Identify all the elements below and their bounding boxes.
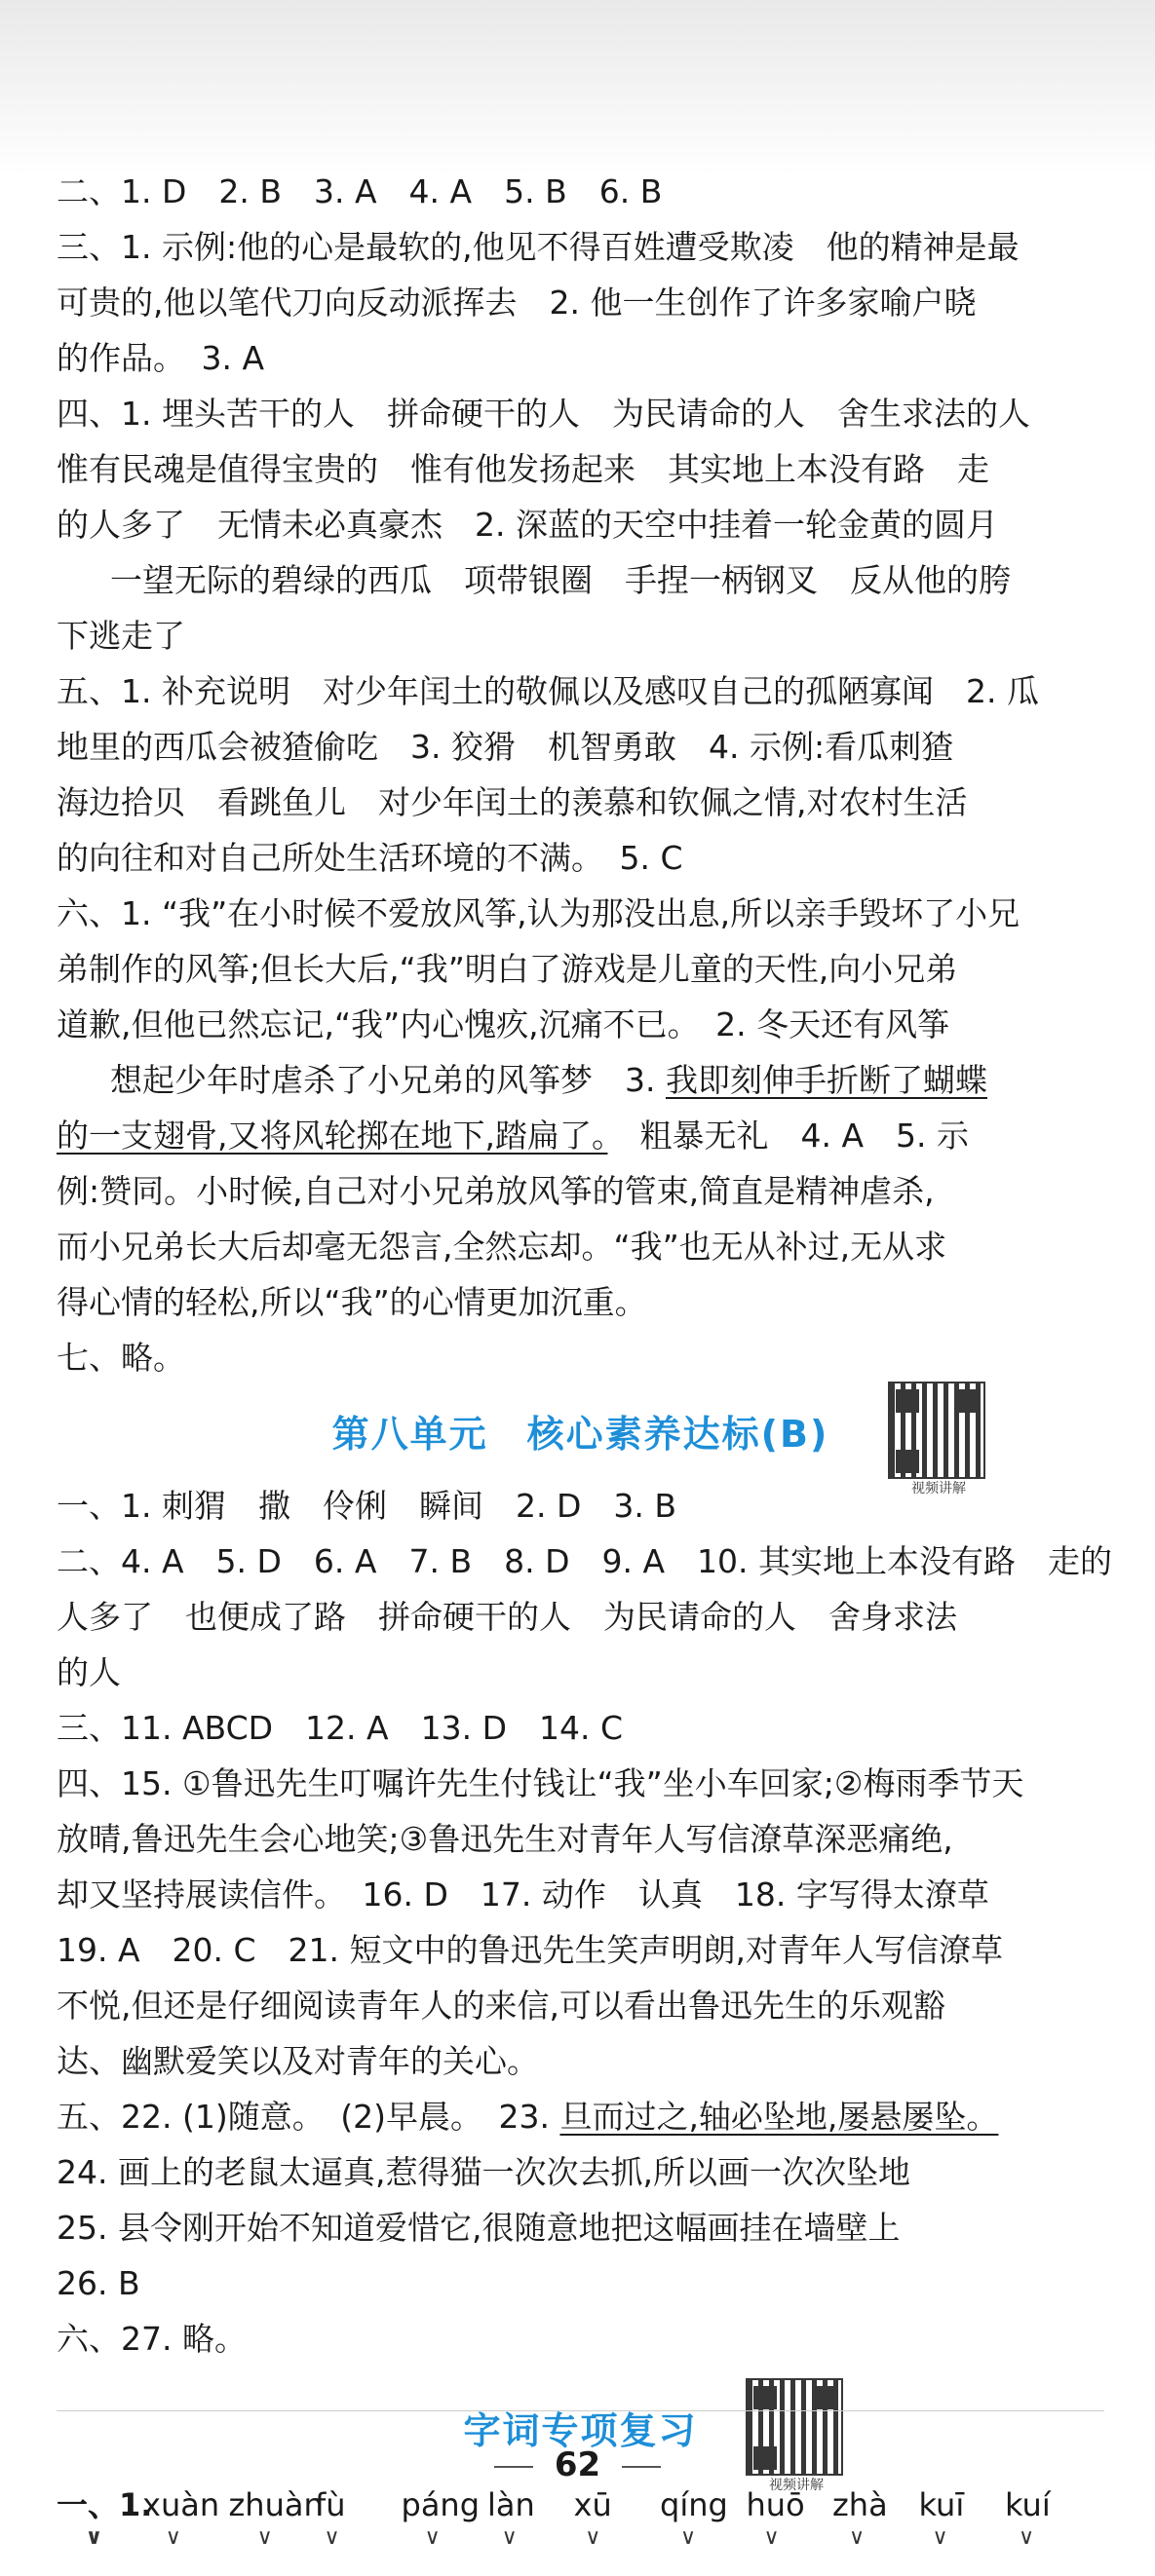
pinyin-question-label: 一、1. ∨ — [57, 2483, 152, 2526]
qr-label: 视频讲解 — [769, 2478, 824, 2493]
answer-text: 二、1. D 2. B 3. A 4. A 5. B 6. B — [57, 172, 663, 210]
footer-rule — [57, 2410, 1104, 2411]
answer-line — [57, 997, 1104, 1052]
answer-text: 地里的西瓜会被猹偷吃 3. 狡猾 机智勇敢 4. 示例:看瓜刺猹 — [57, 728, 954, 766]
answer-text: 19. A 20. C 21. 短文中的鲁迅先生笑声明朗,对青年人写信潦草 — [57, 1931, 1004, 1969]
answer-line — [57, 1922, 1104, 1978]
answer-line — [57, 1274, 1104, 1330]
answer-line — [57, 219, 1104, 275]
footer-dash-left — [494, 2466, 533, 2468]
answer-text: 可贵的,他以笔代刀向反动派挥去 2. 他一生创作了许多家喻户晓 — [57, 284, 977, 322]
pinyin-item: làn ∨ — [487, 2483, 535, 2526]
footer-dash-right — [622, 2466, 661, 2468]
answer-line — [57, 719, 1104, 775]
pinyin-item: páng ∨ — [402, 2483, 481, 2526]
answer-line — [57, 2255, 1104, 2311]
answer-line — [57, 775, 1104, 830]
pinyin-item: zhuàn ∨ — [229, 2483, 324, 2526]
answer-text: 海边拾贝 看跳鱼儿 对少年闰土的羡慕和钦佩之情,对农村生活 — [57, 783, 968, 821]
answer-text: 放晴,鲁迅先生会心地笑;③鲁迅先生对青年人写信潦草深恶痛绝, — [57, 1820, 953, 1858]
answer-text: 四、1. 埋头苦干的人 拼命硬干的人 为民请命的人 舍生求法的人 — [57, 395, 1030, 433]
answer-section-unit-a — [57, 164, 1104, 1385]
answer-line — [57, 552, 1104, 608]
answer-text: 我即刻伸手折断了蝴蝶 — [665, 1061, 987, 1099]
answer-text: 26. B — [57, 2264, 140, 2302]
answer-text: 惟有民魂是值得宝贵的 惟有他发扬起来 其实地上本没有路 走 — [57, 450, 989, 488]
video-qr-block[interactable] — [888, 1382, 989, 1498]
answer-line — [57, 1163, 1104, 1219]
unit-heading-row — [57, 1385, 1104, 1496]
answer-text: 道歉,但他已然忘记,“我”内心愧疚,沉痛不已。 2. 冬天还有风筝 — [57, 1005, 950, 1043]
answer-text: 二、4. A 5. D 6. A 7. B 8. D 9. A 10. 其实地上本没有路 走的 — [57, 1542, 1113, 1580]
answer-line — [57, 1811, 1104, 1867]
answer-line — [57, 1052, 1104, 1108]
answer-text: 旦而过之,轴必坠地,屡悬屡坠。 — [559, 2098, 999, 2136]
page-number: 62 — [554, 2445, 601, 2484]
unit-heading: 第八单元 核心素养达标(B) — [331, 1413, 829, 1456]
pinyin-item: kuī ∨ — [919, 2483, 965, 2526]
answer-line — [57, 497, 1104, 552]
scan-top-shadow — [0, 0, 1155, 175]
answer-text: 一、1. 刺猬 撒 伶俐 瞬间 2. D 3. B — [57, 1487, 676, 1525]
answer-text: 七、略。 — [57, 1339, 185, 1377]
answer-line — [57, 1108, 1104, 1163]
pinyin-item: kuí ∨ — [1005, 2483, 1051, 2526]
review-heading: 字词专项复习 — [463, 2409, 698, 2452]
answer-text: 的人多了 无情未必真豪杰 2. 深蓝的天空中挂着一轮金黄的圆月 — [57, 506, 998, 544]
answer-line — [57, 1978, 1104, 2033]
answer-line — [57, 330, 1104, 386]
answer-line — [57, 1867, 1104, 1922]
qr-code-icon[interactable] — [888, 1382, 985, 1479]
pinyin-item: zhà ∨ — [832, 2483, 888, 2526]
answer-line — [57, 441, 1104, 497]
answer-line — [57, 941, 1104, 997]
answer-text: 的作品。 3. A — [57, 339, 265, 377]
answer-text: 而小兄弟长大后却毫无怨言,全然忘却。“我”也无从补过,无从求 — [57, 1228, 947, 1266]
answer-section-unit-b — [57, 1478, 1113, 2367]
answer-line — [57, 2089, 1104, 2144]
answer-line — [57, 663, 1104, 719]
answer-line — [57, 830, 1104, 886]
pinyin-item: qíng ∨ — [660, 2483, 728, 2526]
answer-text: 25. 县令刚开始不知道爱惜它,很随意地把这幅画挂在墙壁上 — [57, 2209, 901, 2247]
answer-line — [57, 275, 1104, 330]
answer-line — [57, 164, 1104, 219]
answer-text: 的人 — [57, 1653, 121, 1691]
answer-text: 达、幽默爱笑以及对青年的关心。 — [57, 2042, 539, 2080]
answer-page — [57, 164, 1113, 2561]
answer-text: 的向往和对自己所处生活环境的不满。 5. C — [57, 839, 683, 877]
answer-text: 得心情的轻松,所以“我”的心情更加沉重。 — [57, 1283, 647, 1321]
answer-line — [57, 2144, 1104, 2200]
answer-line — [57, 1219, 1104, 1274]
answer-line — [57, 2200, 1104, 2255]
answer-line — [57, 2311, 1104, 2367]
answer-text: 人多了 也便成了路 拼命硬干的人 为民请命的人 舍身求法 — [57, 1598, 957, 1636]
answer-text: 三、11. ABCD 12. A 13. D 14. C — [57, 1709, 623, 1747]
answer-text: 例:赞同。小时候,自己对小兄弟放风筝的管束,简直是精神虐杀, — [57, 1172, 935, 1210]
answer-text: 三、1. 示例:他的心是最软的,他见不得百姓遭受欺凌 他的精神是最 — [57, 228, 1020, 266]
answer-text: 五、22. (1)随意。 (2)早晨。 23. — [57, 2098, 560, 2136]
answer-line — [57, 1756, 1104, 1811]
pinyin-row — [57, 2483, 1104, 2561]
answer-line — [57, 1534, 1113, 1589]
pinyin-item: fù ∨ — [315, 2483, 346, 2526]
answer-text: 弟制作的风筝;但长大后,“我”明白了游戏是儿童的天性,向小兄弟 — [57, 950, 958, 988]
answer-text: 四、15. ①鲁迅先生叮嘱许先生付钱让“我”坐小车回家;②梅雨季节天 — [57, 1764, 1024, 1802]
answer-text: 想起少年时虐杀了小兄弟的风筝梦 3. — [110, 1061, 666, 1099]
answer-text: 却又坚持展读信件。 16. D 17. 动作 认真 18. 字写得太潦草 — [57, 1875, 989, 1913]
answer-text: 的一支翅骨,又将风轮掷在地下,踏扁了。 — [57, 1117, 608, 1155]
answer-line — [57, 886, 1104, 941]
pinyin-item: xuàn ∨ — [142, 2483, 219, 2526]
answer-text: 24. 画上的老鼠太逼真,惹得猫一次次去抓,所以画一次次坠地 — [57, 2153, 910, 2191]
page-footer — [0, 2445, 1155, 2484]
answer-line — [57, 1645, 1104, 1700]
answer-text: 一望无际的碧绿的西瓜 项带银圈 手捏一柄钢叉 反从他的胯 — [110, 561, 1011, 599]
answer-line — [57, 2033, 1104, 2089]
answer-line — [57, 386, 1104, 441]
pinyin-item: huō ∨ — [747, 2483, 805, 2526]
answer-text: 粗暴无礼 4. A 5. 示 — [607, 1117, 970, 1155]
answer-text: 不悦,但还是仔细阅读青年人的来信,可以看出鲁迅先生的乐观豁 — [57, 1987, 945, 2025]
answer-text: 六、27. 略。 — [57, 2320, 247, 2358]
answer-text: 下逃走了 — [57, 617, 185, 655]
pinyin-item: xū ∨ — [574, 2483, 612, 2526]
answer-text: 五、1. 补充说明 对少年闰土的敬佩以及感叹自己的孤陋寡闻 2. 瓜 — [57, 672, 1039, 710]
answer-text: 六、1. “我”在小时候不爱放风筝,认为那没出息,所以亲手毁坏了小兄 — [57, 894, 1020, 932]
answer-line — [57, 1700, 1104, 1756]
answer-line — [57, 1589, 1104, 1645]
answer-line — [57, 1330, 1104, 1385]
qr-label: 视频讲解 — [911, 1481, 966, 1496]
answer-line — [57, 608, 1104, 663]
